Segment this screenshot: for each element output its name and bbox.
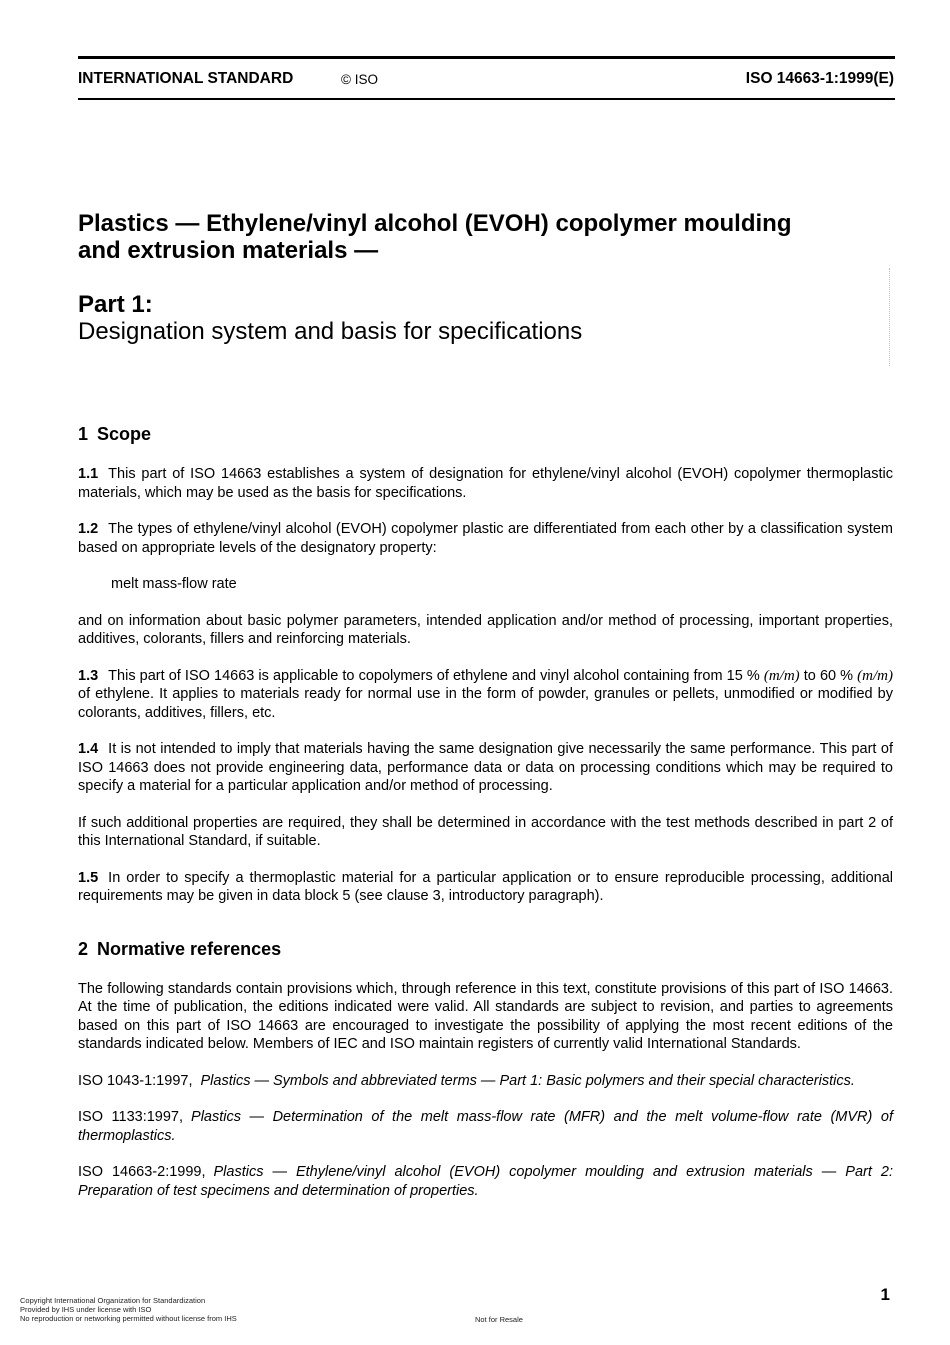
reference-entry — [78, 1072, 893, 1091]
clause-number: 1.2 — [78, 521, 99, 537]
clause-text: to 60 % — [799, 667, 858, 684]
header-bottom-rule — [78, 98, 895, 100]
reference-entry — [78, 1163, 893, 1200]
main-title — [78, 210, 893, 264]
copyright-label: © ISO — [341, 72, 378, 87]
standard-number: ISO 14663-1:1999(E) — [745, 70, 894, 87]
clause-text: The types of ethylene/vinyl alcohol (EVOH) copolymer plastic are differentiated from each other by a classification system based on appropriate levels of the designatory property: — [78, 521, 893, 556]
clause-text: of ethylene. It applies to materials ready for normal use in the form of powder, granules or pellets, unmodified or modified by colorants, additives, fillers, etc. — [78, 686, 893, 721]
clause-number: 1.5 — [78, 869, 99, 886]
section-number: 1 — [78, 424, 89, 444]
reference-title: Plastics — Ethylene/vinyl alcohol (EVOH) copolymer moulding and extrusion materials — Part 2: Preparation of test specimens and determination of properties. — [78, 1164, 893, 1199]
clause-number: 1.1 — [78, 466, 99, 482]
reference-id: ISO 1043-1:1997, — [78, 1072, 193, 1089]
part-title: Designation system and basis for specifications — [78, 318, 583, 345]
clause-1-5 — [78, 869, 893, 906]
clause-number: 1.3 — [78, 667, 99, 684]
not-for-resale-notice: Not for Resale — [475, 1315, 523, 1324]
footer-line: Copyright International Organization for Standardization — [20, 1296, 206, 1305]
document-body — [78, 423, 893, 1218]
section-title: Scope — [97, 424, 152, 444]
page-number: 1 — [880, 1285, 890, 1304]
section-title: Normative references — [97, 938, 282, 959]
reference-title: Plastics — Determination of the melt mass-flow rate (MFR) and the melt volume-flow rate (MVR) of thermoplastics. — [78, 1109, 893, 1144]
clause-1-2-continuation: and on information about basic polymer parameters, intended application and/or method of processing, important properties, additives, colorants, fillers and reinforcing materials. — [78, 612, 893, 647]
reference-title: Plastics — Symbols and abbreviated terms — Part 1: Basic polymers and their special characteristics. — [200, 1072, 855, 1089]
header-top-rule — [78, 56, 895, 59]
document-title-block — [78, 210, 893, 346]
mass-fraction-unit: (m/m) — [857, 667, 893, 684]
section-number: 2 — [78, 938, 89, 959]
clause-1-1 — [78, 465, 893, 502]
clause-text: It is not intended to imply that materials having the same designation give necessarily the same performance. This part of ISO 14663 does not provide engineering data, performance data or data on processing conditions which may be required to specify a material for a particular application and/or method of processing. — [78, 741, 893, 794]
clause-text: This part of ISO 14663 establishes a system of designation for ethylene/vinyl alcohol (EVOH) copolymer thermoplastic materials, which may be used as the basis for specifications. — [78, 466, 893, 501]
section-heading-normative-references — [78, 938, 893, 960]
normative-references-intro: The following standards contain provisions which, through reference in this text, constitute provisions of this part of ISO 14663. At the time of publication, the editions indicated were valid. All standards are subject to revision, and parties to agreements based on this part of ISO 14663 are encouraged to investigate the possibility of applying the most recent editions of the standards indicated below. Members of IEC and ISO maintain registers of currently valid International Standards. — [78, 980, 893, 1052]
main-title-line-2: and extrusion materials — — [78, 237, 379, 264]
clause-text: In order to specify a thermoplastic material for a particular application or to ensure reproducible processing, additional requirements may be given in data block 5 (see clause 3, introductory paragraph). — [78, 869, 893, 904]
clause-text: This part of ISO 14663 is applicable to copolymers of ethylene and vinyl alcohol containing from 15 % — [108, 667, 764, 684]
clause-1-4 — [78, 740, 893, 796]
clause-number: 1.4 — [78, 741, 99, 757]
copyright-footer — [20, 1296, 237, 1323]
part-number: Part 1: — [78, 291, 153, 318]
footer-line: Provided by IHS under license with ISO — [20, 1305, 152, 1314]
designatory-property-item: melt mass-flow rate — [111, 576, 237, 592]
reference-id: ISO 1133:1997, — [78, 1109, 184, 1125]
clause-1-4-continuation: If such additional properties are required, they shall be determined in accordance with the test methods described in part 2 of this International Standard, if suitable. — [78, 814, 893, 849]
main-title-line-1: Plastics — Ethylene/vinyl alcohol (EVOH) copolymer moulding — [78, 210, 792, 237]
footer-line: No reproduction or networking permitted without license from IHS — [20, 1314, 237, 1323]
reference-entry — [78, 1108, 893, 1145]
clause-1-3 — [78, 667, 893, 723]
reference-id: ISO 14663-2:1999, — [78, 1164, 206, 1180]
section-heading-scope — [78, 423, 893, 445]
document-type-label: INTERNATIONAL STANDARD — [78, 70, 294, 87]
clause-1-2 — [78, 520, 893, 557]
mass-fraction-unit: (m/m) — [763, 667, 800, 684]
